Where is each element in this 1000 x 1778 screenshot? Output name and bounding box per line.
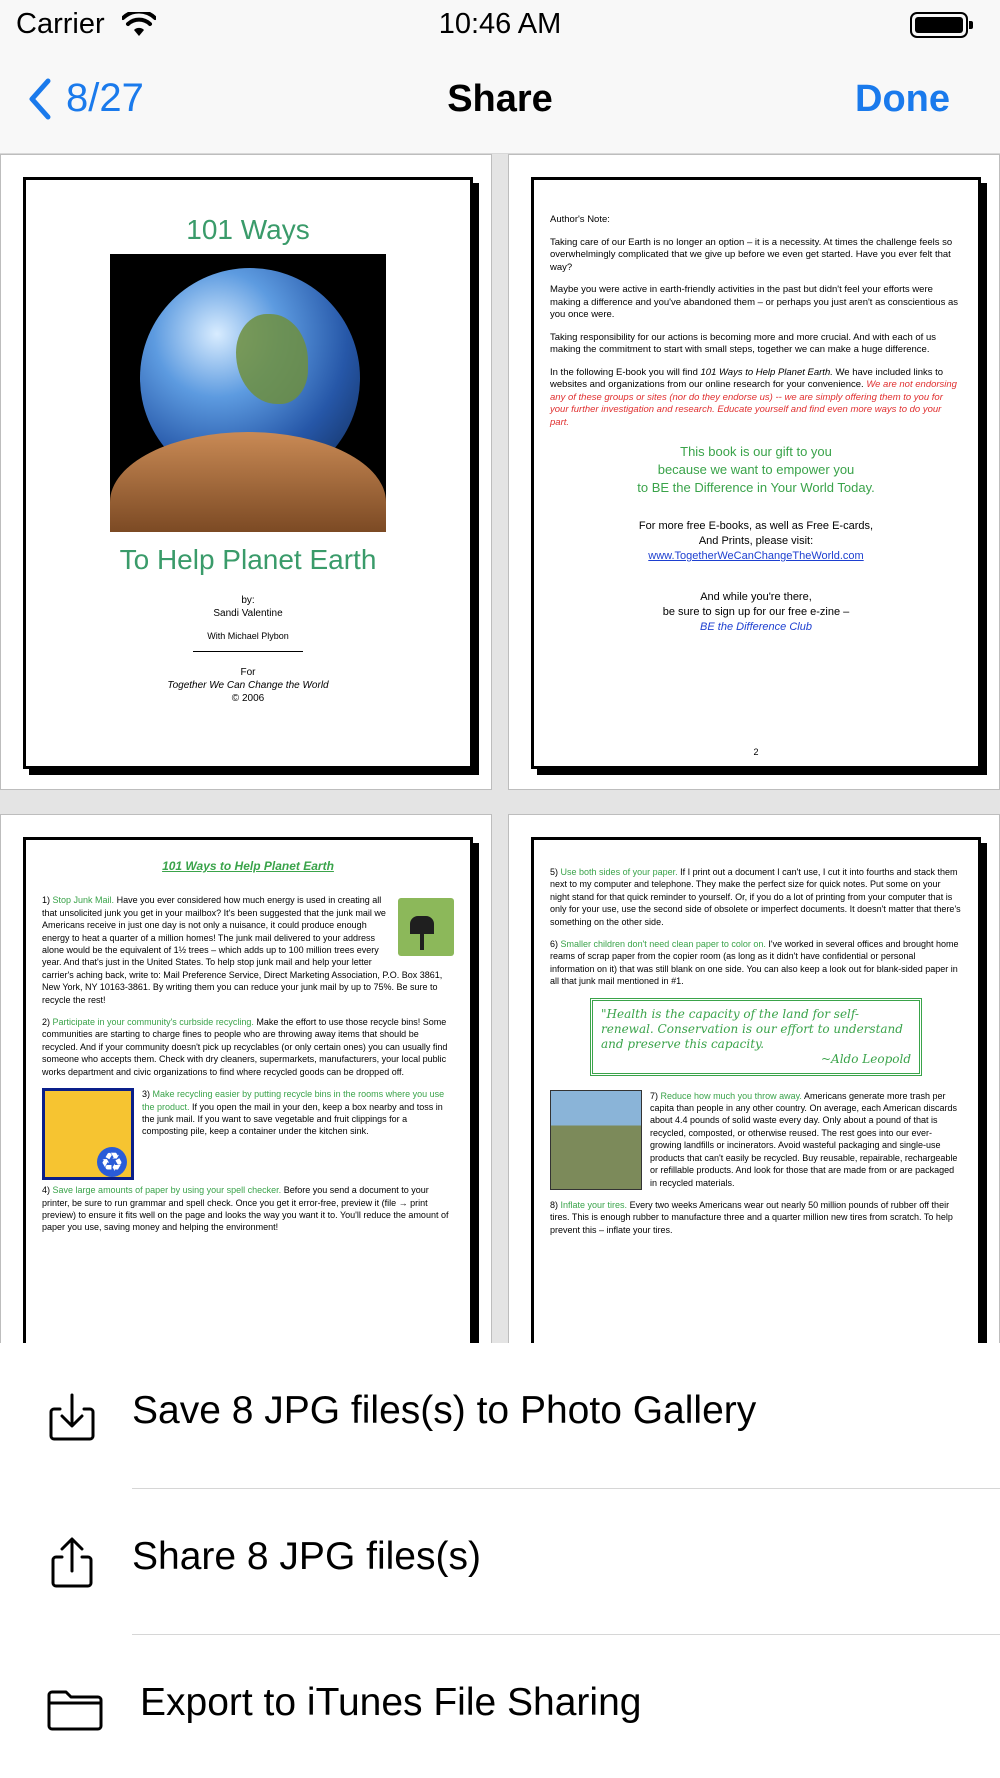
paragraph: Taking care of our Earth is no longer an option – it is a necessity. At times the challenge feels so overwhelmingly complicated that we give up before we even get started. Have you ever felt that way? [550, 236, 953, 273]
paragraph [550, 367, 962, 430]
action-label: Share 8 JPG files(s) [132, 1535, 481, 1578]
tip-body: If I print out a document I can't use, I cut it into fourths and stack them next to my computer and telephone. They make the perfect size for quick notes. Put some on your night stand for that quick reminder to yourself. Or, if you do a lot of printing from your computer that is only for your use, use the second side of obsolete or imperfect documents. It doesn't matter that there's something on the other side. [550, 867, 961, 927]
page-number: 2 [753, 746, 759, 757]
tip-item [550, 866, 962, 928]
battery-icon [910, 12, 968, 38]
page-thumbnail-2[interactable] [508, 154, 1000, 790]
text: 8) [550, 1199, 559, 1210]
tip-item [42, 1088, 454, 1138]
export-itunes-button[interactable] [0, 1635, 1000, 1778]
book-subtitle: To Help Planet Earth [119, 544, 377, 575]
text: 7) [650, 1090, 659, 1101]
disclaimer-text: We are not endorsing any of these groups or sites (nor do they endorse us) -- we are simply offering them to you for your further investigation and research. Educate yourself and find even more ways to do your part. [550, 379, 957, 428]
done-button[interactable]: Done [855, 78, 950, 120]
tip-heading: Smaller children don't need clean paper to color on. [560, 939, 766, 950]
page-thumbnail-1[interactable] [0, 154, 492, 790]
page-content [23, 837, 473, 1344]
action-label: Export to iTunes File Sharing [140, 1681, 642, 1724]
tip-heading: Inflate your tires. [560, 1199, 628, 1210]
carrier-label: Carrier [16, 8, 105, 40]
club-name: BE the Difference Club [700, 621, 812, 633]
tip-item [550, 1090, 962, 1189]
paragraph: Maybe you were active in earth-friendly activities in the past but didn't feel your efforts were making a difference and you've abandoned them – or perhaps you just aren't as conscientious as you once were. [550, 284, 958, 320]
text: 6) [550, 939, 559, 950]
download-tray-icon [46, 1391, 98, 1443]
tip-item [42, 1016, 454, 1078]
tip-heading: Reduce how much you throw away. [660, 1090, 802, 1101]
by-label: by: [241, 595, 255, 606]
quote-text: "Health is the capacity of the land for self-renewal. Conservation is our effort to understand and preserve this capacity. [601, 1006, 903, 1051]
action-label: Save 8 JPG files(s) to Photo Gallery [132, 1389, 757, 1432]
tip-body: Americans generate more trash per capita than people in any other country. On average, each American discards about 4.4 pounds of solid waste every day. Only about a pound of that is recycled, composted, or otherwise reused. The rest goes into our ever-growing landfills or incinerators. Avoid wasteful packaging and single-use products that can't easily be recycled. Buy reusable, repairable, rechargeable or refillable products. And look for those that are made from or are packaged in recycled materials. [650, 1090, 958, 1188]
page-content [531, 177, 981, 769]
text: to BE the Difference in Your World Today. [637, 480, 875, 495]
book-title: 101 Ways [186, 214, 310, 245]
author-name: Sandi Valentine [213, 608, 283, 619]
for-label: For [240, 667, 256, 678]
text: 2) [42, 1017, 51, 1028]
text: be sure to sign up for our free e-zine – [662, 606, 850, 618]
text: 3) [142, 1089, 151, 1100]
navigation-bar [0, 50, 1000, 154]
tip-body: Have you ever considered how much energy is used in creating all that unsolicited junk you get in your mailbox? It's been suggested that the junk mail we Americans receive in just one day is not only a nuisance, it could produce enough energy to heat a quarter of a million homes! The junk mail delivered to your address alone would be the equivalent of 1½ trees – which adds up to 100 million trees every year. And that's just in the United States. To help stop junk mail and help your letter carrier's aching back, write to: Mail Preference Service, Direct Marketing Association, P.O. Box 3861, New York, NY 10163-3861. By writing them you can reduce your junk mail by up to 75%. Be sure to recycle the rest! [42, 895, 443, 1005]
share-icon [46, 1537, 98, 1589]
page-thumbnail-3[interactable] [0, 814, 492, 1344]
tip-item [550, 938, 962, 988]
folder-icon [46, 1683, 104, 1735]
note-heading: Author's Note: [550, 214, 610, 225]
tip-body: Every two weeks Americans wear out nearly 50 million pounds of rubber off their tires. This is enough rubber to manufacture three and a quarter million new tires from scratch. To help prevent this – inflate your tires. [550, 1199, 953, 1235]
tip-heading: Participate in your community's curbside recycling. [52, 1017, 254, 1028]
earth-in-hands-image [110, 254, 386, 532]
text: For more free E-books, as well as Free E-cards, [638, 520, 874, 532]
share-action-sheet [0, 1343, 1000, 1778]
text: And while you're there, [700, 591, 812, 603]
text: In the following E-book you will find [550, 366, 698, 378]
trash-pile-image [550, 1090, 642, 1190]
share-files-button[interactable] [0, 1489, 1000, 1635]
status-time: 10:46 AM [438, 8, 562, 40]
page-title: Share [447, 78, 553, 120]
text: And Prints, please visit: [698, 535, 814, 547]
text: 5) [550, 867, 559, 877]
paragraph: Taking responsibility for our actions is becoming more and more crucial. And with each of us making the commitment to start with small steps, together we can make a huge difference. [550, 331, 936, 355]
back-label: 8/27 [66, 76, 144, 120]
org-name: Together We Can Change the World [167, 680, 329, 691]
tip-heading: Save large amounts of paper by using your spell checker. [52, 1185, 282, 1196]
text: We have included links to websites and organizations from our online research for your convenience. [550, 366, 944, 390]
tip-body: If you open the mail in your den, keep a box nearby and toss in the junk mail. If you want to save vegetable and fruit clippings for a composting pile, keep a container under the kitchen sink. [142, 1101, 443, 1137]
recycle-icon [42, 1088, 134, 1180]
tip-item [42, 894, 454, 1006]
page-thumbnail-4[interactable] [508, 814, 1000, 1344]
tip-body: Before you send a document to your printer, be sure to run grammar and spell check. Once you get it error-free, preview it (file → print preview) to ensure it fits well on the page and looks the way you want it to. You'll reduce the amount of paper you use, saving money and helping the environment! [42, 1185, 449, 1233]
coauthor: With Michael Plybon [207, 631, 289, 641]
tip-item [42, 1184, 454, 1234]
tip-item [550, 1199, 962, 1236]
status-bar [0, 0, 1000, 50]
text: 101 Ways to Help Planet Earth. [700, 366, 833, 378]
save-to-gallery-button[interactable] [0, 1343, 1000, 1489]
website-link: www.TogetherWeCanChangeTheWorld.com [648, 550, 864, 562]
page-heading: 101 Ways to Help Planet Earth [162, 859, 334, 873]
gift-message [550, 443, 962, 497]
tip-heading: Stop Junk Mail. [52, 895, 115, 906]
text: This book is our gift to you [680, 444, 832, 459]
tip-body: I've worked in several offices and brought home reams of scrap paper from the copier room (as long as it didn't have confidential or personal information on it) that was still blank on one side. You can also keep a look out for blank-sided paper in all that junk mail mentioned in #1. [550, 939, 959, 987]
tip-heading: Use both sides of your paper. [560, 867, 678, 877]
copyright: © 2006 [231, 693, 265, 704]
quote-author: ~Aldo Leopold [821, 1051, 911, 1066]
text: because we want to empower you [657, 462, 855, 477]
mailbox-icon [398, 898, 454, 956]
page-content [531, 837, 981, 1344]
text: 4) [42, 1185, 51, 1196]
quote-box [590, 998, 922, 1076]
text: 1) [42, 895, 51, 906]
tip-heading: Make recycling easier by putting recycle bins in the rooms where you use the product. [142, 1089, 445, 1112]
page-thumbnail-grid[interactable] [0, 154, 1000, 1344]
tip-body: Make the effort to use those recycle bins! Some communities are starting to charge fines to people who are throwing away items that should be recycled. And if your community doesn't pick up recyclables (or only certain ones) you can usually find someone who accepts them. Check with dry cleaners, supermarkets, manufacturers, your local public works department and civic organizations to find where recycled goods can be dropped off. [42, 1017, 448, 1077]
page-content [23, 177, 473, 769]
divider [193, 651, 303, 652]
